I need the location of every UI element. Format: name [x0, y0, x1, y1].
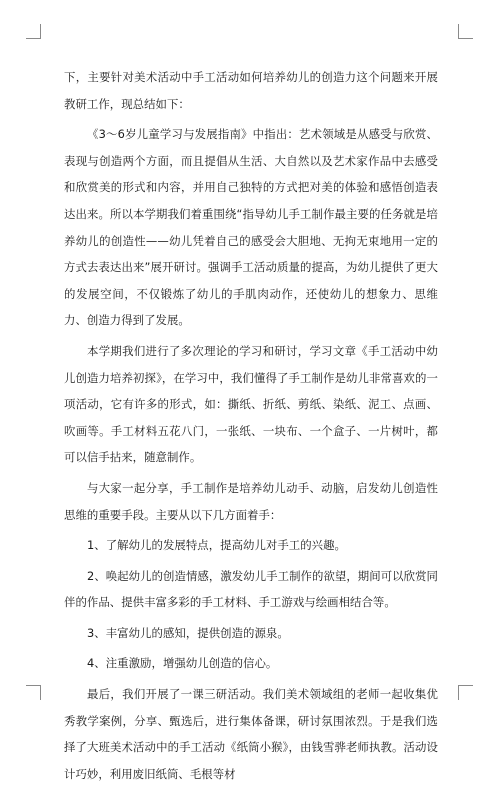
list-item-2: 2、唤起幼儿的创造情感，激发幼儿手工制作的欲望，期间可以欣赏同伴的作品、提供丰富多彩的手工材料、手工游戏与绘画相结合等。 — [64, 568, 438, 610]
crop-mark-bottom-right — [458, 685, 473, 700]
crop-mark-top-right — [458, 24, 473, 39]
paragraph-study: 本学期我们进行了多次理论的学习和研讨，学习文章《手工活动中幼儿创造力培养初探》，在学习中，我们懂得了手工制作是幼儿非常喜欢的一项活动，它有许多的形式，如：撕纸、折纸、剪纸、染纸、泥工、点画、吹画等。手工材料五花八门，一张纸、一块布、一个盒子、一片树叶，都可以信手拈来，随意制作。 — [64, 343, 438, 465]
list-item-3: 3、丰富幼儿的感知，提供创造的源泉。 — [87, 625, 289, 640]
document-body — [64, 64, 438, 791]
paragraph-conclusion: 最后，我们开展了一课三研活动。我们美术领域组的老师一起收集优秀教学案例，分享、甄选后，进行集体备课，研讨氛围浓烈。于是我们选择了大班美术活动中的手工活动《纸筒小猴》，由钱雪骅老师执教。活动设计巧妙，利用废旧纸筒、毛根等材 — [64, 687, 438, 781]
list-item-4: 4、注重激励，增强幼儿创造的信心。 — [87, 656, 278, 671]
paragraph-intro: 下，主要针对美术活动中手工活动如何培养幼儿的创造力这个问题来开展教研工作，现总结如下： — [64, 70, 438, 111]
paragraph-share: 与大家一起分享，手工制作是培养幼儿动手、动脑，启发幼儿创造性思维的重要手段。主要从以下几方面着手： — [64, 480, 438, 522]
crop-mark-top-left — [26, 24, 41, 39]
list-item-1: 1、了解幼儿的发展特点，提高幼儿对手工的兴趣。 — [87, 538, 346, 553]
crop-mark-bottom-left — [26, 685, 41, 700]
paragraph-guideline: 《3～6岁儿童学习与发展指南》中指出：艺术领域是从感受与欣赏、表现与创造两个方面，而且提倡从生活、大自然以及艺术家作品中去感受和欣赏美的形式和内容，并用自己独特的方式把对美的体验和感悟创造表达出来。所以本学期我们着重围绕“指导幼儿手工制作最主要的任务就是培养幼儿的创造性——幼儿凭着自己的感受会大胆地、无拘无束地用一定的方式去表达出来”展开研讨。强调手工活动质量的提高，为幼儿提供了更大的发展空间，不仅锻炼了幼儿的手肌肉动作，还使幼儿的想象力、思维力、创造力得到了发展。 — [64, 127, 438, 328]
